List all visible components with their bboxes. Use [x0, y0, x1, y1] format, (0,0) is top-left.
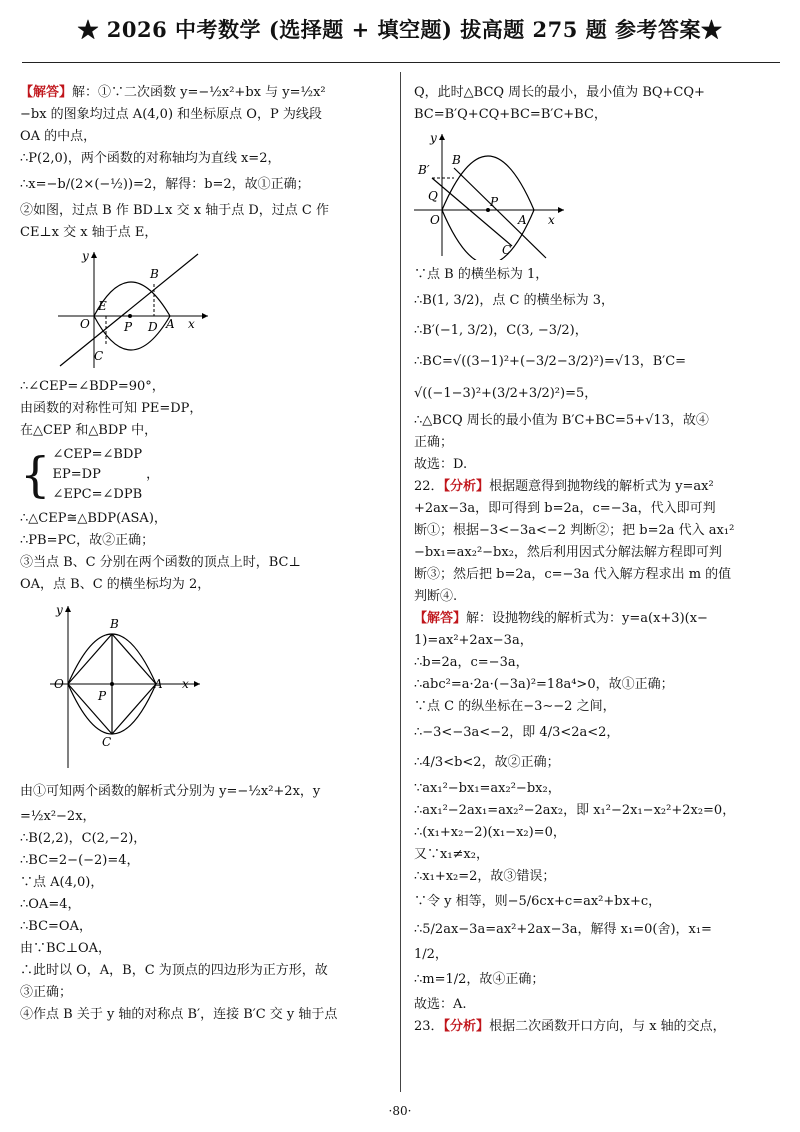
- fig-label-o: O: [54, 677, 64, 691]
- fig-label-o: O: [80, 317, 90, 331]
- fig-label-c: C: [502, 243, 512, 257]
- fig-label-o: O: [430, 213, 440, 227]
- answer-tag: 【解答】: [414, 611, 467, 626]
- text-line: ∴此时以 O，A，B，C 为顶点的四边形为正方形，故: [20, 963, 328, 978]
- fig-label-q: Q: [428, 189, 438, 203]
- text-line: +2ax−3a，即可得到 b=2a，c=−3a，代入即可判: [414, 501, 716, 516]
- text-line: 由①可知两个函数的解析式分别为 y=−½x²+2x，y: [20, 784, 321, 799]
- fig-label-p: P: [124, 320, 133, 334]
- text-line: ∴△BCQ 周长的最小值为 B′C+BC=5+√13，故④: [414, 413, 709, 428]
- fig-label-d: D: [148, 320, 158, 334]
- text-line: ③正确；: [20, 985, 73, 1000]
- answer-tag: 【解答】: [20, 85, 73, 100]
- fig-label-y: y: [56, 603, 63, 617]
- text-line: ∴abc²=a·2a·(−3a)²=18a⁴>0，故①正确；: [414, 677, 674, 692]
- text-line: 断③；然后把 b=2a，c=−3a 代入解方程求出 m 的值: [414, 567, 732, 582]
- system-line: ∠EPC=∠DPB: [52, 487, 143, 502]
- text-line: ∴OA=4，: [20, 897, 81, 912]
- text-line: ∴∠CEP=∠BDP=90°，: [20, 379, 165, 394]
- text-line: ∴b=2a，c=−3a，: [414, 655, 529, 670]
- fig-label-p: P: [490, 195, 499, 209]
- text-line: ∴PB=PC，故②正确；: [20, 533, 155, 548]
- text-line: 在△CEP 和△BDP 中，: [20, 423, 158, 438]
- text-line: 又∵x₁≠x₂，: [414, 847, 489, 862]
- header-rule: [22, 62, 780, 63]
- fig-label-a: A: [518, 213, 527, 227]
- text-line: ∴B(1, 3/2)，点 C 的横坐标为 3，: [414, 293, 615, 308]
- fig-label-x: x: [188, 317, 195, 331]
- text-line: 【解答】解：设抛物线的解析式为：y=a(x+3)(x−: [414, 611, 708, 626]
- fig-label-a: A: [154, 677, 163, 691]
- fig-label-b: B: [110, 617, 119, 631]
- text-line: 断①；根据−3<−3a<−2 判断②；把 b=2a 代入 ax₁²: [414, 523, 735, 538]
- text-line: ∴(x₁+x₂−2)(x₁−x₂)=0，: [414, 825, 566, 840]
- system-line: ∠CEP=∠BDP: [52, 447, 143, 462]
- text-line: 由∵BC⊥OA，: [20, 941, 112, 956]
- column-divider: [400, 72, 401, 1092]
- text-line: ③当点 B、C 分别在两个函数的顶点上时，BC⊥: [20, 555, 301, 570]
- text-line: 判断④.: [414, 589, 458, 604]
- text-line: ∴△CEP≅△BDP(ASA)，: [20, 511, 167, 526]
- text-line: 故选：A.: [414, 997, 467, 1012]
- text-line: −bx 的图象均过点 A(4,0) 和坐标原点 O，P 为线段: [20, 107, 322, 122]
- figure-parabolas-2: [50, 602, 250, 772]
- text-line: ∵点 A(4,0)，: [20, 875, 104, 890]
- fig-label-b: B: [452, 153, 461, 167]
- fig-label-p: P: [98, 689, 107, 703]
- figure-parabolas-3: [414, 130, 584, 260]
- text-line: ∴BC=OA，: [20, 919, 92, 934]
- text-line: √((−1−3)²+(3/2+3/2)²)=5，: [414, 386, 598, 401]
- text-line: 1/2，: [414, 947, 448, 962]
- text-line: BC=B′Q+CQ+BC=B′C+BC，: [414, 107, 607, 122]
- text-line: ∴4/3<b<2，故②正确；: [414, 755, 560, 770]
- fig-label-x: x: [182, 677, 189, 691]
- page-number: ·80·: [388, 1104, 412, 1118]
- text-line: 【解答】解：①∵二次函数 y=−½x²+bx 与 y=½x²: [20, 85, 326, 100]
- fig-label-b-prime: B′: [418, 163, 430, 177]
- text-line: 23．【分析】根据二次函数开口方向，与 x 轴的交点，: [414, 1019, 726, 1034]
- right-column: [414, 82, 784, 1038]
- text-line: ∴B(2,2)，C(2,−2)，: [20, 831, 147, 846]
- system-line: EP=DP: [52, 467, 101, 482]
- text-line: ∵点 B 的横坐标为 1，: [414, 267, 549, 282]
- text-line: ∴x₁+x₂=2，故③错误；: [414, 869, 556, 884]
- fig-label-c: C: [102, 735, 112, 749]
- text-line: −bx₁=ax₂²−bx₂，然后利用因式分解法解方程即可判: [414, 545, 722, 560]
- equation-system: { ∠CEP=∠BDP EP=DP ∠EPC=∠DPB ，: [20, 447, 160, 503]
- text-line: ∵令 y 相等，则−5/6cx+c=ax²+bx+c，: [414, 894, 662, 909]
- analysis-tag: 【分析】: [443, 1019, 490, 1034]
- page-title: ★ 2026 中考数学 (选择题 + 填空题) 拔高题 275 题 参考答案★: [77, 17, 723, 42]
- text-line: 22．【分析】根据题意得到抛物线的解析式为 y=ax²: [414, 479, 714, 494]
- text-line: ④作点 B 关于 y 轴的对称点 B′，连接 B′C 交 y 轴于点: [20, 1007, 338, 1022]
- text-line: ∴ax₁²−2ax₁=ax₂²−2ax₂，即 x₁²−2x₁−x₂²+2x₂=0，: [414, 803, 736, 818]
- text-line: ∴B′(−1, 3/2)，C(3, −3/2)，: [414, 323, 588, 338]
- figure-parabolas-1: [58, 248, 258, 372]
- fig-label-y: y: [82, 249, 89, 263]
- text-line: ∴BC=√((3−1)²+(−3/2−3/2)²)=√13，B′C=: [414, 354, 687, 369]
- fig-label-x: x: [548, 213, 555, 227]
- text-line: ∴BC=2−(−2)=4，: [20, 853, 140, 868]
- text-line: ∵ax₁²−bx₁=ax₂²−bx₂，: [414, 781, 561, 796]
- text-line: 正确；: [414, 435, 454, 450]
- text-line: ∴5/2ax−3a=ax²+2ax−3a，解得 x₁=0(舍)，x₁=: [414, 922, 712, 937]
- text-line: ②如图，过点 B 作 BD⊥x 交 x 轴于点 D，过点 C 作: [20, 203, 329, 218]
- text-line: OA 的中点，: [20, 129, 97, 144]
- text-line: ∴m=1/2，故④正确；: [414, 972, 545, 987]
- text-line: =½x²−2x，: [20, 809, 96, 824]
- text-line: Q，此时△BCQ 周长的最小，最小值为 BQ+CQ+: [414, 85, 705, 100]
- text-line: ∵点 C 的纵坐标在−3∼−2 之间，: [414, 699, 616, 714]
- text-line: CE⊥x 交 x 轴于点 E，: [20, 225, 158, 240]
- text-line: OA，点 B、C 的横坐标均为 2，: [20, 577, 211, 592]
- text-line: ∴−3<−3a<−2，即 4/3<2a<2，: [414, 725, 620, 740]
- fig-label-e: E: [98, 299, 107, 313]
- fig-label-b: B: [150, 267, 159, 281]
- text-line: 1)=ax²+2ax−3a，: [414, 633, 533, 648]
- analysis-tag: 【分析】: [443, 479, 490, 494]
- fig-label-a: A: [166, 317, 175, 331]
- text-line: ∴P(2,0)，两个函数的对称轴均为直线 x=2，: [20, 151, 281, 166]
- text-line: 故选：D.: [414, 457, 468, 472]
- left-column: [20, 82, 392, 1026]
- fig-label-c: C: [94, 349, 104, 363]
- text-line: 由函数的对称性可知 PE=DP，: [20, 401, 203, 416]
- fig-label-y: y: [430, 131, 437, 145]
- text-line: ∴x=−b/(2×(−½))=2，解得：b=2，故①正确；: [20, 177, 310, 192]
